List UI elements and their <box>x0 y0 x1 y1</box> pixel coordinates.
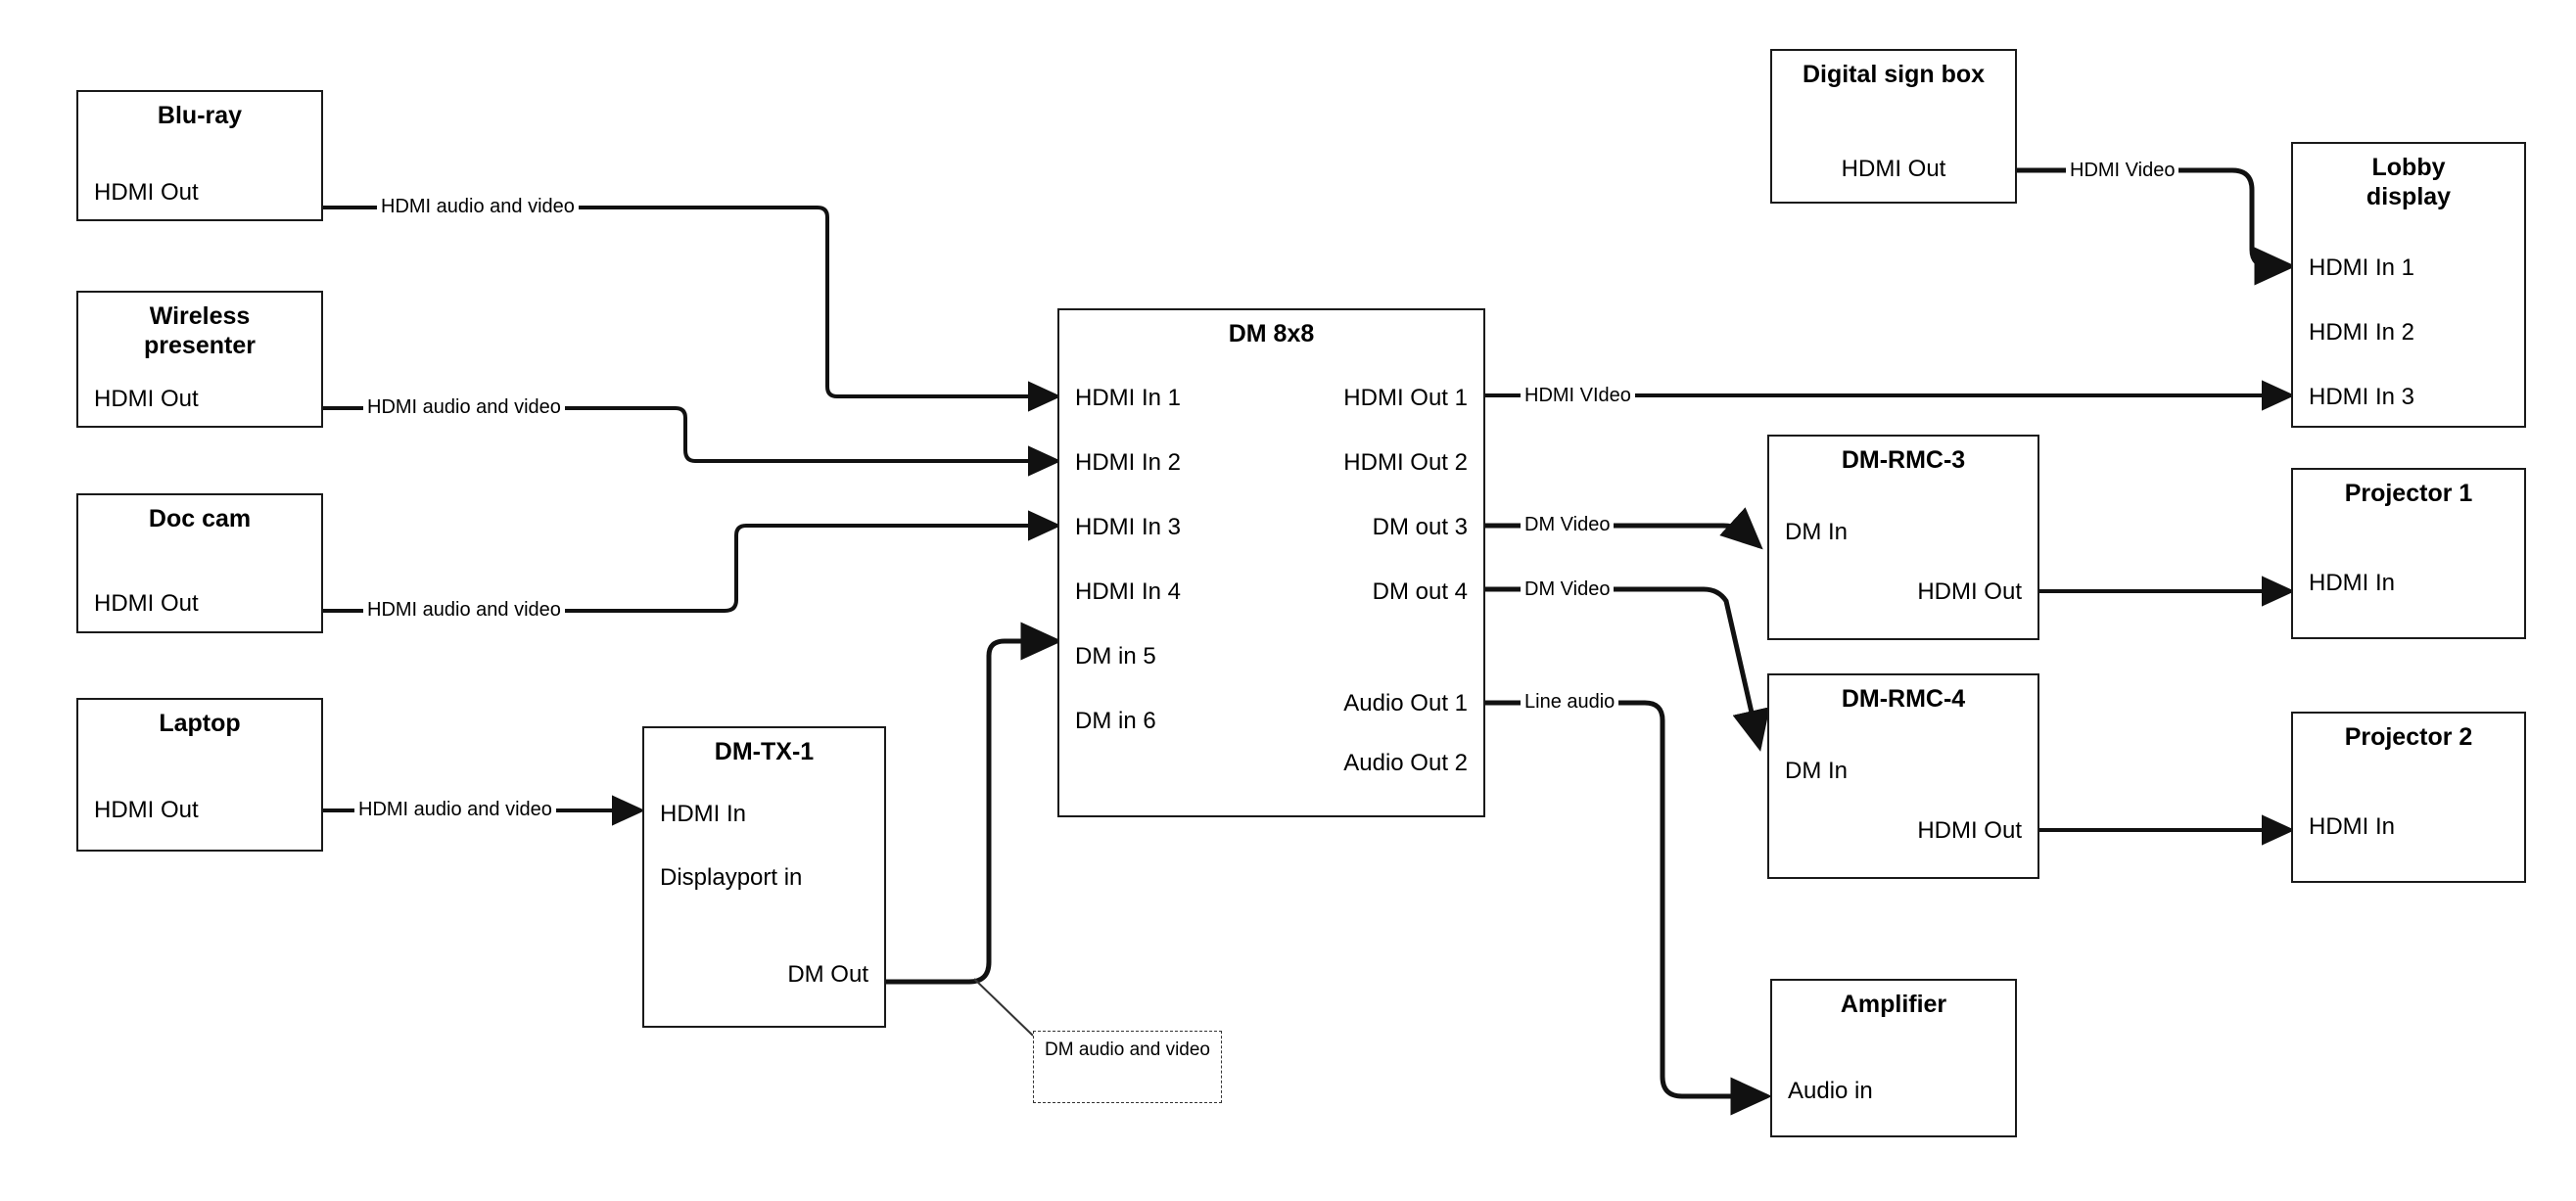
node-projector-1[interactable] <box>2291 468 2526 639</box>
port-dmtx1-hdmi-in[interactable]: HDMI In <box>660 801 747 827</box>
edge-label-bluray-to-dm: HDMI audio and video <box>377 194 579 219</box>
port-doccam-hdmi-out[interactable]: HDMI Out <box>94 590 199 617</box>
port-dmrmc3-hdmi-out[interactable]: HDMI Out <box>1917 578 2022 605</box>
node-dm-rmc-4-title: DM-RMC-4 <box>1841 685 1966 713</box>
node-doc-cam-title: Doc cam <box>148 505 252 532</box>
port-dmrmc3-dm-in[interactable]: DM In <box>1785 519 1849 545</box>
node-laptop[interactable] <box>76 698 323 852</box>
port-dmrmc4-dm-in[interactable]: DM In <box>1785 758 1849 784</box>
node-dm-8x8-title: DM 8x8 <box>1228 320 1315 347</box>
node-doc-cam[interactable] <box>76 493 323 633</box>
node-dm-tx-1-title: DM-TX-1 <box>714 738 815 765</box>
node-dm-tx-1[interactable] <box>642 726 886 1028</box>
node-lobby-display-title: Lobby display <box>2365 154 2452 210</box>
port-signbox-hdmi-out[interactable]: HDMI Out <box>1841 156 1946 182</box>
edge-label-doccam-to-dm: HDMI audio and video <box>363 597 565 623</box>
node-digital-sign-box[interactable] <box>1770 49 2017 204</box>
port-dm8x8-audio-out-1[interactable]: Audio Out 1 <box>1343 690 1468 716</box>
node-projector-2[interactable] <box>2291 712 2526 883</box>
edge-label-dm-out3-to-rmc3: DM Video <box>1521 512 1614 537</box>
node-dm-rmc-4[interactable] <box>1767 673 2039 879</box>
port-amplifier-audio-in[interactable]: Audio in <box>1788 1078 1873 1104</box>
node-bluray-title: Blu-ray <box>157 102 243 129</box>
node-dm-rmc-3[interactable] <box>1767 435 2039 640</box>
port-dm8x8-dm-out-3[interactable]: DM out 3 <box>1372 514 1468 540</box>
port-dm8x8-dm-in-6[interactable]: DM in 6 <box>1075 708 1156 734</box>
port-dmrmc4-hdmi-out[interactable]: HDMI Out <box>1917 817 2022 844</box>
node-projector-2-title: Projector 2 <box>2344 723 2473 751</box>
port-bluray-hdmi-out[interactable]: HDMI Out <box>94 179 199 206</box>
edge-label-dm-out4-to-rmc4: DM Video <box>1521 577 1614 602</box>
port-dm8x8-hdmi-in-1[interactable]: HDMI In 1 <box>1075 385 1182 411</box>
node-digital-sign-box-title: Digital sign box <box>1802 61 1986 88</box>
edge-label-dm-out1-to-lobby: HDMI VIdeo <box>1521 383 1635 408</box>
port-dmtx1-displayport-in[interactable]: Displayport in <box>660 864 803 891</box>
node-amplifier[interactable] <box>1770 979 2017 1137</box>
edge-label-signbox-to-lobby: HDMI Video <box>2066 158 2178 183</box>
port-dm8x8-hdmi-in-2[interactable]: HDMI In 2 <box>1075 449 1182 476</box>
edge-label-dm-audio-to-amp: Line audio <box>1521 689 1618 715</box>
node-dm-8x8[interactable] <box>1057 308 1485 817</box>
node-lobby-display[interactable] <box>2291 142 2526 428</box>
node-bluray[interactable] <box>76 90 323 221</box>
port-lobby-hdmi-in-2[interactable]: HDMI In 2 <box>2309 319 2415 346</box>
port-dm8x8-dm-out-4[interactable]: DM out 4 <box>1372 578 1468 605</box>
note-dm-audio-and-video: DM audio and video <box>1033 1031 1222 1103</box>
port-dm8x8-hdmi-in-4[interactable]: HDMI In 4 <box>1075 578 1182 605</box>
port-lobby-hdmi-in-3[interactable]: HDMI In 3 <box>2309 384 2415 410</box>
port-dm8x8-dm-in-5[interactable]: DM in 5 <box>1075 643 1156 670</box>
edge-label-laptop-to-tx: HDMI audio and video <box>354 797 556 822</box>
port-projector1-hdmi-in[interactable]: HDMI In <box>2309 570 2396 596</box>
port-laptop-hdmi-out[interactable]: HDMI Out <box>94 797 199 823</box>
port-projector2-hdmi-in[interactable]: HDMI In <box>2309 813 2396 840</box>
node-amplifier-title: Amplifier <box>1840 991 1947 1018</box>
port-dm8x8-audio-out-2[interactable]: Audio Out 2 <box>1343 750 1468 776</box>
port-dm8x8-hdmi-out-1[interactable]: HDMI Out 1 <box>1343 385 1468 411</box>
port-dm8x8-hdmi-out-2[interactable]: HDMI Out 2 <box>1343 449 1468 476</box>
node-laptop-title: Laptop <box>159 710 241 737</box>
edge-label-wireless-to-dm: HDMI audio and video <box>363 394 565 420</box>
port-dm8x8-hdmi-in-3[interactable]: HDMI In 3 <box>1075 514 1182 540</box>
port-dmtx1-dm-out[interactable]: DM Out <box>787 961 868 988</box>
node-dm-rmc-3-title: DM-RMC-3 <box>1841 446 1966 474</box>
node-projector-1-title: Projector 1 <box>2344 480 2473 507</box>
port-wireless-hdmi-out[interactable]: HDMI Out <box>94 386 199 412</box>
port-lobby-hdmi-in-1[interactable]: HDMI In 1 <box>2309 254 2415 281</box>
node-wireless-presenter[interactable] <box>76 291 323 428</box>
node-wireless-presenter-title: Wireless presenter <box>144 302 256 359</box>
